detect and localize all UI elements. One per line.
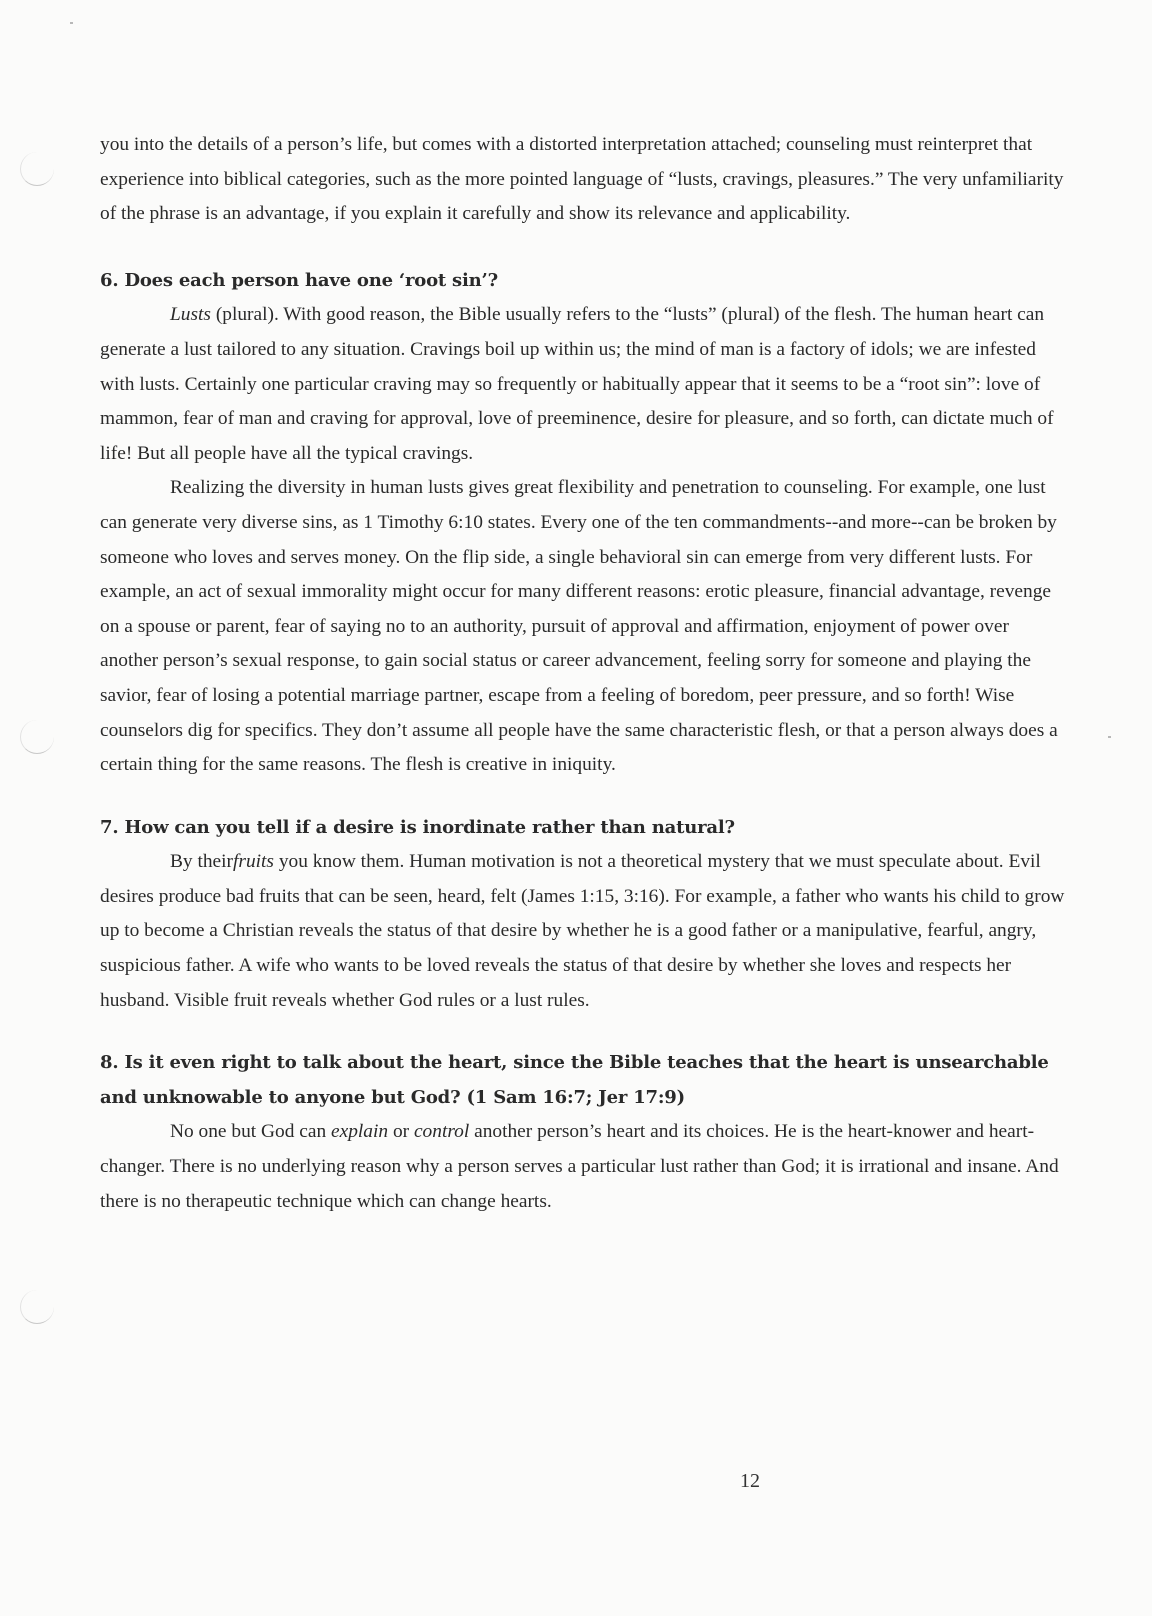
emphasis-control: control — [413, 1121, 470, 1143]
section-6-heading: 6. Does each person have one ‘root sin’? — [100, 269, 498, 291]
page-number: 12 — [740, 1470, 760, 1492]
section-8-or: or — [388, 1121, 414, 1143]
section-8-paragraph-1 — [100, 1115, 1068, 1219]
section-7-paragraph-1-text: you know them. Human motivation is not a theoretical mystery that we must speculate about. Evil desires produce bad fruits that can be seen, heard, felt (James 1:15, 3:16). For example, a father who wants his child to grow up to become a Christian reveals the status of that desire by whether he is a good father or a manipulative, fearful, angry, suspicious father. A wife who wants to be loved reveals the status of that desire by whether she loves and respects her husband. Visible fruit reveals whether God rules or a lust rules. — [100, 851, 1065, 1011]
section-7-paragraph-1 — [100, 845, 1068, 1018]
paper-speck — [70, 22, 73, 24]
paper-speck — [1108, 736, 1111, 738]
section-7-lead: By their — [170, 851, 234, 873]
emphasis-fruits: fruits — [233, 851, 274, 873]
emphasis-explain: explain — [331, 1121, 389, 1143]
section-8-paragraph-1-text: another person’s heart and its choices. He is the heart-knower and heart-changer. There is no underlying reason why a person serves a particular lust rather than God; it is irrational and insane. And there is no therapeutic technique which can change hearts. — [100, 1121, 1059, 1212]
section-6-paragraph-2: Realizing the diversity in human lusts gives great flexibility and penetration to counseling. For example, one lust can generate very diverse sins, as 1 Timothy 6:10 states. Every one of the ten commandments--and more--can be broken by someone who loves and serves money. On the flip side, a single behavioral sin can emerge from very different lusts. For example, an act of sexual immorality might occur for many different reasons: erotic pleasure, financial advantage, revenge on a spouse or parent, fear of saying no to an authority, pursuit of approval and affirmation, enjoyment of power over another person’s sexual response, to gain social status or career advancement, feeling sorry for someone and playing the savior, fear of losing a potential marriage partner, escape from a feeling of boredom, peer pressure, and so forth! Wise counselors dig for specifics. They don’t assume all people have the same characteristic flesh, or that a person always does a certain thing for the same reasons. The flesh is creative in iniquity. — [100, 477, 1058, 776]
intro-paragraph: you into the details of a person’s life, but comes with a distorted interpretation attached; counseling must reinterpret that experience into biblical categories, such as the more pointed language of “lusts, cravings, pleasures.” The very unfamiliarity of the phrase is an advantage, if you explain it carefully and show its relevance and applicability. — [100, 134, 1064, 225]
punch-hole — [20, 1290, 54, 1324]
punch-hole — [20, 720, 54, 754]
punch-hole — [20, 152, 54, 186]
section-6-paragraph-1 — [100, 298, 1068, 471]
emphasis-lusts: Lusts — [170, 304, 211, 326]
document-body — [100, 128, 1068, 1219]
section-8-lead: No one but God can — [170, 1121, 332, 1143]
section-8-heading: 8. Is it even right to talk about the heart, since the Bible teaches that the heart is unsearchable and unknowable to anyone but God? (1 Sam 16:7; Jer 17:9) — [100, 1052, 1049, 1108]
section-7-heading: 7. How can you tell if a desire is inordinate rather than natural? — [100, 816, 735, 838]
section-6-paragraph-1-text: (plural). With good reason, the Bible usually refers to the “lusts” (plural) of the flesh. The human heart can generate a lust tailored to any situation. Cravings boil up within us; the mind of man is a factory of idols; we are infested with lusts. Certainly one particular craving may so frequently or habitually appear that it seems to be a “root sin”: love of mammon, fear of man and craving for approval, love of preeminence, desire for pleasure, and so forth, can dictate much of life! But all people have all the typical cravings. — [100, 304, 1054, 464]
